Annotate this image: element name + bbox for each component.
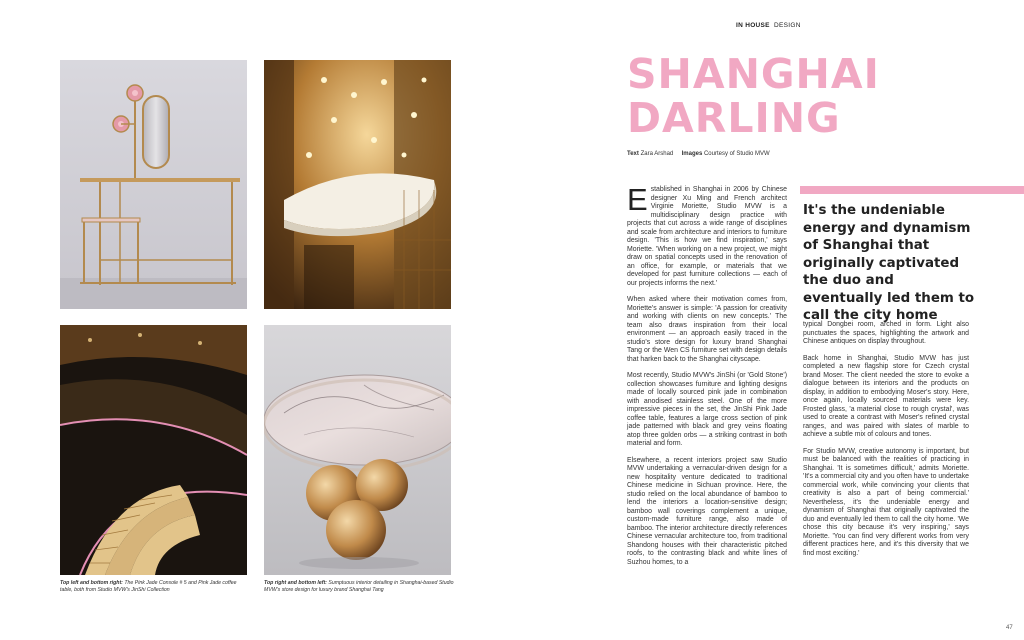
article-column-2 xyxy=(803,321,969,566)
ceiling-illustration xyxy=(264,60,451,309)
credits-text-author: Zara Arshad xyxy=(640,151,674,157)
spiral-stair-photo xyxy=(60,325,247,575)
coffee-table-illustration xyxy=(264,325,451,575)
article-column-1 xyxy=(627,182,787,575)
console-photo xyxy=(60,60,247,309)
headline-line-1: SHANGHAI xyxy=(627,50,880,98)
article-paragraph: Established in Shanghai in 2006 by Chinese designer Xu Ming and French architect Virginie Moriette, Studio MVW is a multidisciplinary design practice with projects that cut across a wide range of disciplines and scale from architecture and interiors to furniture design. 'This is how we find inspiration,' says Moriette. 'When working on a new project, we might draw on spatial concepts used in the renovation of an office, for example, or materials that we developed for past furniture collections — each of our projects informs the next.' xyxy=(627,182,787,287)
article-paragraph: For Studio MVW, creative autonomy is important, but must be balanced with the realities of practicing in Shanghai. 'It is sometimes difficult,' admits Moriette. 'It's a commercial city and you often have to undertake commercial work, while convincing your clients that creativity is also a part of being commercial.' Nevertheless, it's the undeniable energy and dynamism of Shanghai that originally captivated the duo and eventually led them to call the city home. 'We chose this city because it's very inspiring,' says Moriette. 'You can find very different works from very different practices here, and it's this diversity that we find most exciting.' xyxy=(803,447,969,557)
coffee-table-photo xyxy=(264,325,451,575)
credits-images-label: Images xyxy=(681,151,703,157)
credits-text-label: Text xyxy=(627,151,639,157)
section-subsection: DESIGN xyxy=(774,22,801,29)
headline-line-2: DARLING xyxy=(627,94,841,142)
headline xyxy=(627,52,880,140)
section-kicker: IN HOUSE xyxy=(736,22,770,29)
drop-cap: E xyxy=(627,182,648,217)
page-number: 47 xyxy=(1006,625,1013,631)
pull-quote: It's the undeniable energy and dynamism of Shanghai that originally captivated the duo and eventually led them to call the city home xyxy=(803,203,975,323)
accent-bar xyxy=(800,186,1024,194)
caption-right xyxy=(264,580,454,594)
credits xyxy=(627,151,770,157)
caption-right-lead: Top right and bottom left: xyxy=(264,580,327,586)
article-paragraph: typical Dongbei room, arched in form. Light also punctuates the spaces, highlighting the artwork and Chinese antiques on display throughout. xyxy=(803,321,969,345)
article-paragraph: Elsewhere, a recent interiors project saw Studio MVW undertaking a vernacular-driven design for a new hospitality venture dedicated to traditional Chinese medicine in Sichuan province. Here, the studio relied on the local abundance of bamboo to lend the interiors a location-sensitive design; bamboo wall coverings complement a unique, custom-made furniture range, also made of bamboo. The interior architecture directly references Chinese vernacular architecture too, from traditional Shandong houses with their characteristic pitched roofs, to the contrasting black and white lines of Suzhou homes, to a xyxy=(627,456,787,566)
article-paragraph: When asked where their motivation comes from, Moriette's answer is simple: 'A passion for creativity and working with clients on new concepts.' The team also draws inspiration from their local environment — an approach easily traced in the studio's store design for luxury brand Shanghai Tang or the Wen CS furniture set with design details that harken back to the Shanghai cityscape. xyxy=(627,296,787,363)
caption-left-lead: Top left and bottom right: xyxy=(60,580,123,586)
section-header xyxy=(736,22,801,29)
spiral-stair-illustration xyxy=(60,325,247,575)
caption-right-body: Sumptuous interior detailing in Shanghai-based Studio MVW's store design for luxury brand Shanghai Tang xyxy=(264,580,454,593)
article-paragraph: Most recently, Studio MVW's JinShi (or 'Gold Stone') collection showcases furniture and lighting designs made of locally sourced pink jade in combination with anodised stainless steel. One of the more impressive pieces in the set, the JinShi Pink Jade coffee table, features a large cross section of pink jade patterned with black and grey veins floating atop three golden orbs — a striking contrast in both material and form. xyxy=(627,372,787,447)
caption-left xyxy=(60,580,250,594)
credits-images-credit: Courtesy of Studio MVW xyxy=(703,151,770,157)
article-paragraph: Back home in Shanghai, Studio MVW has just completed a new flagship store for Czech crystal brand Moser. The client needed the store to evoke a dialogue between its interiors and the products on display, in addition to embodying Moser's story. Here, once again, locally sourced materials were key. Frosted glass, 'a material close to rough crystal', was used to create a contrast with Moser's refined crystal ranges, and was paired with slates of marble to achieve a subtle mix of colours and tones. xyxy=(803,354,969,438)
caption-left-body: The Pink Jade Console # 5 and Pink Jade coffee table, both from Studio MVW's JinShi Collection xyxy=(60,580,237,593)
staircase-ceiling-photo xyxy=(264,60,451,309)
console-illustration xyxy=(60,60,247,309)
